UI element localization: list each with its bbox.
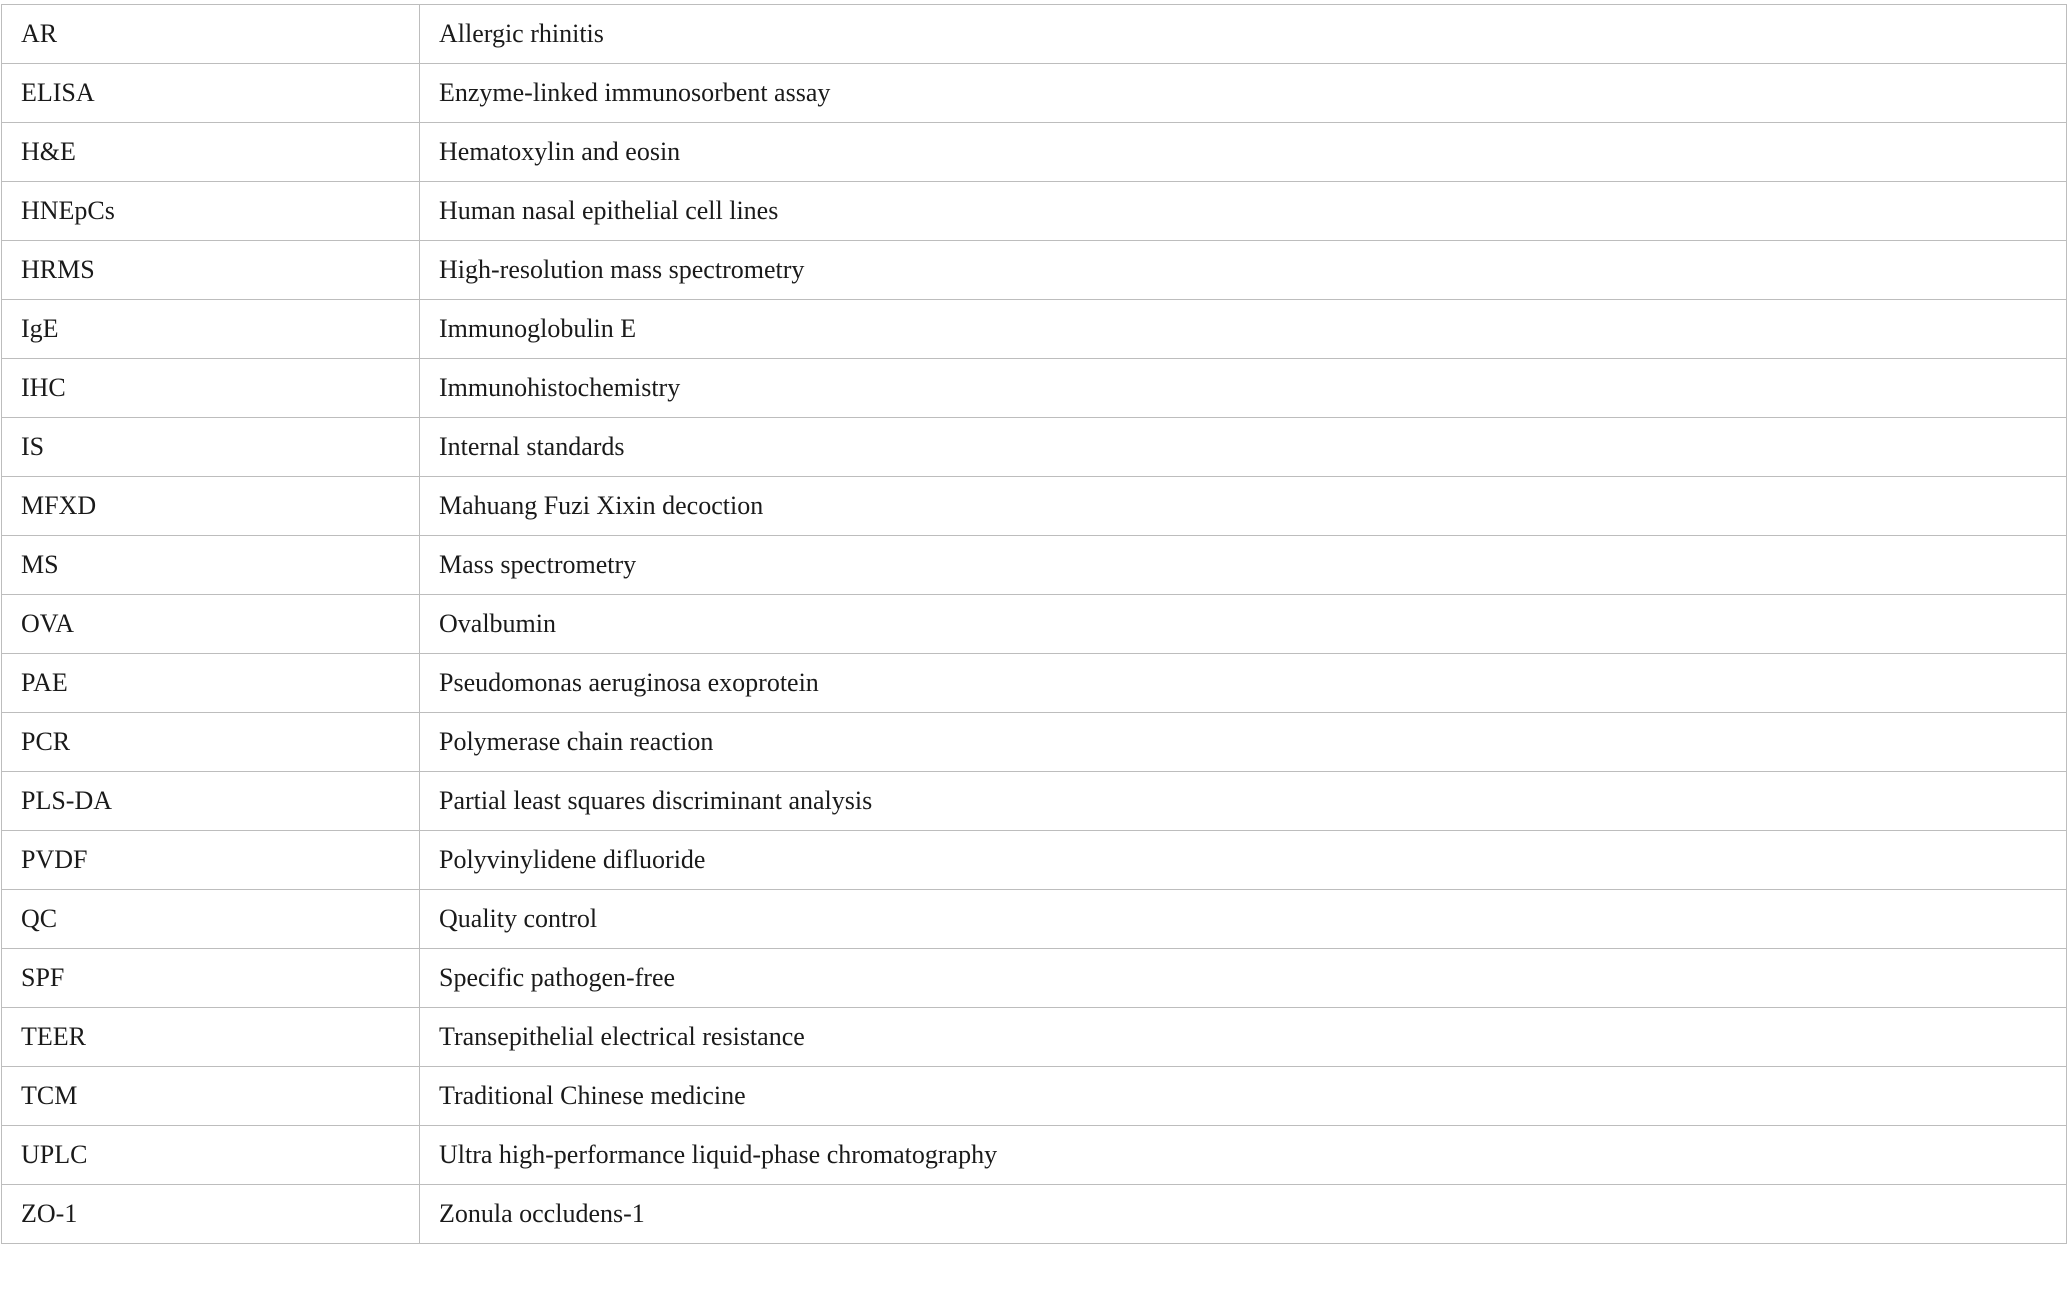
table-row (2, 5, 2067, 64)
definition-cell: Enzyme-linked immunosorbent assay (420, 64, 2067, 123)
definition-cell: Internal standards (420, 418, 2067, 477)
table-row (2, 1126, 2067, 1185)
definition-cell: Polyvinylidene difluoride (420, 831, 2067, 890)
table-row (2, 300, 2067, 359)
abbreviation-cell: MS (2, 536, 420, 595)
table-row (2, 536, 2067, 595)
table-row (2, 359, 2067, 418)
table-row (2, 123, 2067, 182)
abbreviation-cell: PAE (2, 654, 420, 713)
abbreviations-table (1, 4, 2067, 1244)
definition-cell: Immunohistochemistry (420, 359, 2067, 418)
definition-cell: Polymerase chain reaction (420, 713, 2067, 772)
table-row (2, 949, 2067, 1008)
definition-cell: Specific pathogen-free (420, 949, 2067, 1008)
definition-cell: High-resolution mass spectrometry (420, 241, 2067, 300)
definition-cell: Zonula occludens-1 (420, 1185, 2067, 1244)
abbreviation-cell: IgE (2, 300, 420, 359)
abbreviation-cell: UPLC (2, 1126, 420, 1185)
abbreviation-cell: AR (2, 5, 420, 64)
abbreviation-cell: PLS-DA (2, 772, 420, 831)
table-row (2, 713, 2067, 772)
abbreviation-cell: ZO-1 (2, 1185, 420, 1244)
definition-cell: Ultra high-performance liquid-phase chromatography (420, 1126, 2067, 1185)
abbreviation-cell: PCR (2, 713, 420, 772)
abbreviation-cell: TEER (2, 1008, 420, 1067)
definition-cell: Partial least squares discriminant analysis (420, 772, 2067, 831)
definition-cell: Allergic rhinitis (420, 5, 2067, 64)
table-row (2, 654, 2067, 713)
definition-cell: Human nasal epithelial cell lines (420, 182, 2067, 241)
abbreviation-cell: IHC (2, 359, 420, 418)
table-row (2, 1185, 2067, 1244)
abbreviation-cell: TCM (2, 1067, 420, 1126)
table-row (2, 772, 2067, 831)
definition-cell: Transepithelial electrical resistance (420, 1008, 2067, 1067)
abbreviation-cell: SPF (2, 949, 420, 1008)
definition-cell: Ovalbumin (420, 595, 2067, 654)
definition-cell: Mahuang Fuzi Xixin decoction (420, 477, 2067, 536)
abbreviation-cell: H&E (2, 123, 420, 182)
table-row (2, 241, 2067, 300)
definition-cell: Mass spectrometry (420, 536, 2067, 595)
abbreviation-cell: PVDF (2, 831, 420, 890)
definition-cell: Pseudomonas aeruginosa exoprotein (420, 654, 2067, 713)
abbreviation-cell: MFXD (2, 477, 420, 536)
table-row (2, 477, 2067, 536)
abbreviation-cell: QC (2, 890, 420, 949)
abbreviation-cell: HRMS (2, 241, 420, 300)
table-row (2, 182, 2067, 241)
abbreviation-cell: ELISA (2, 64, 420, 123)
abbreviations-table-body (2, 5, 2067, 1244)
definition-cell: Hematoxylin and eosin (420, 123, 2067, 182)
abbreviation-cell: HNEpCs (2, 182, 420, 241)
table-row (2, 64, 2067, 123)
table-row (2, 890, 2067, 949)
table-row (2, 831, 2067, 890)
definition-cell: Quality control (420, 890, 2067, 949)
table-row (2, 1008, 2067, 1067)
table-row (2, 1067, 2067, 1126)
abbreviation-cell: IS (2, 418, 420, 477)
definition-cell: Immunoglobulin E (420, 300, 2067, 359)
abbreviation-cell: OVA (2, 595, 420, 654)
table-row (2, 418, 2067, 477)
definition-cell: Traditional Chinese medicine (420, 1067, 2067, 1126)
table-row (2, 595, 2067, 654)
